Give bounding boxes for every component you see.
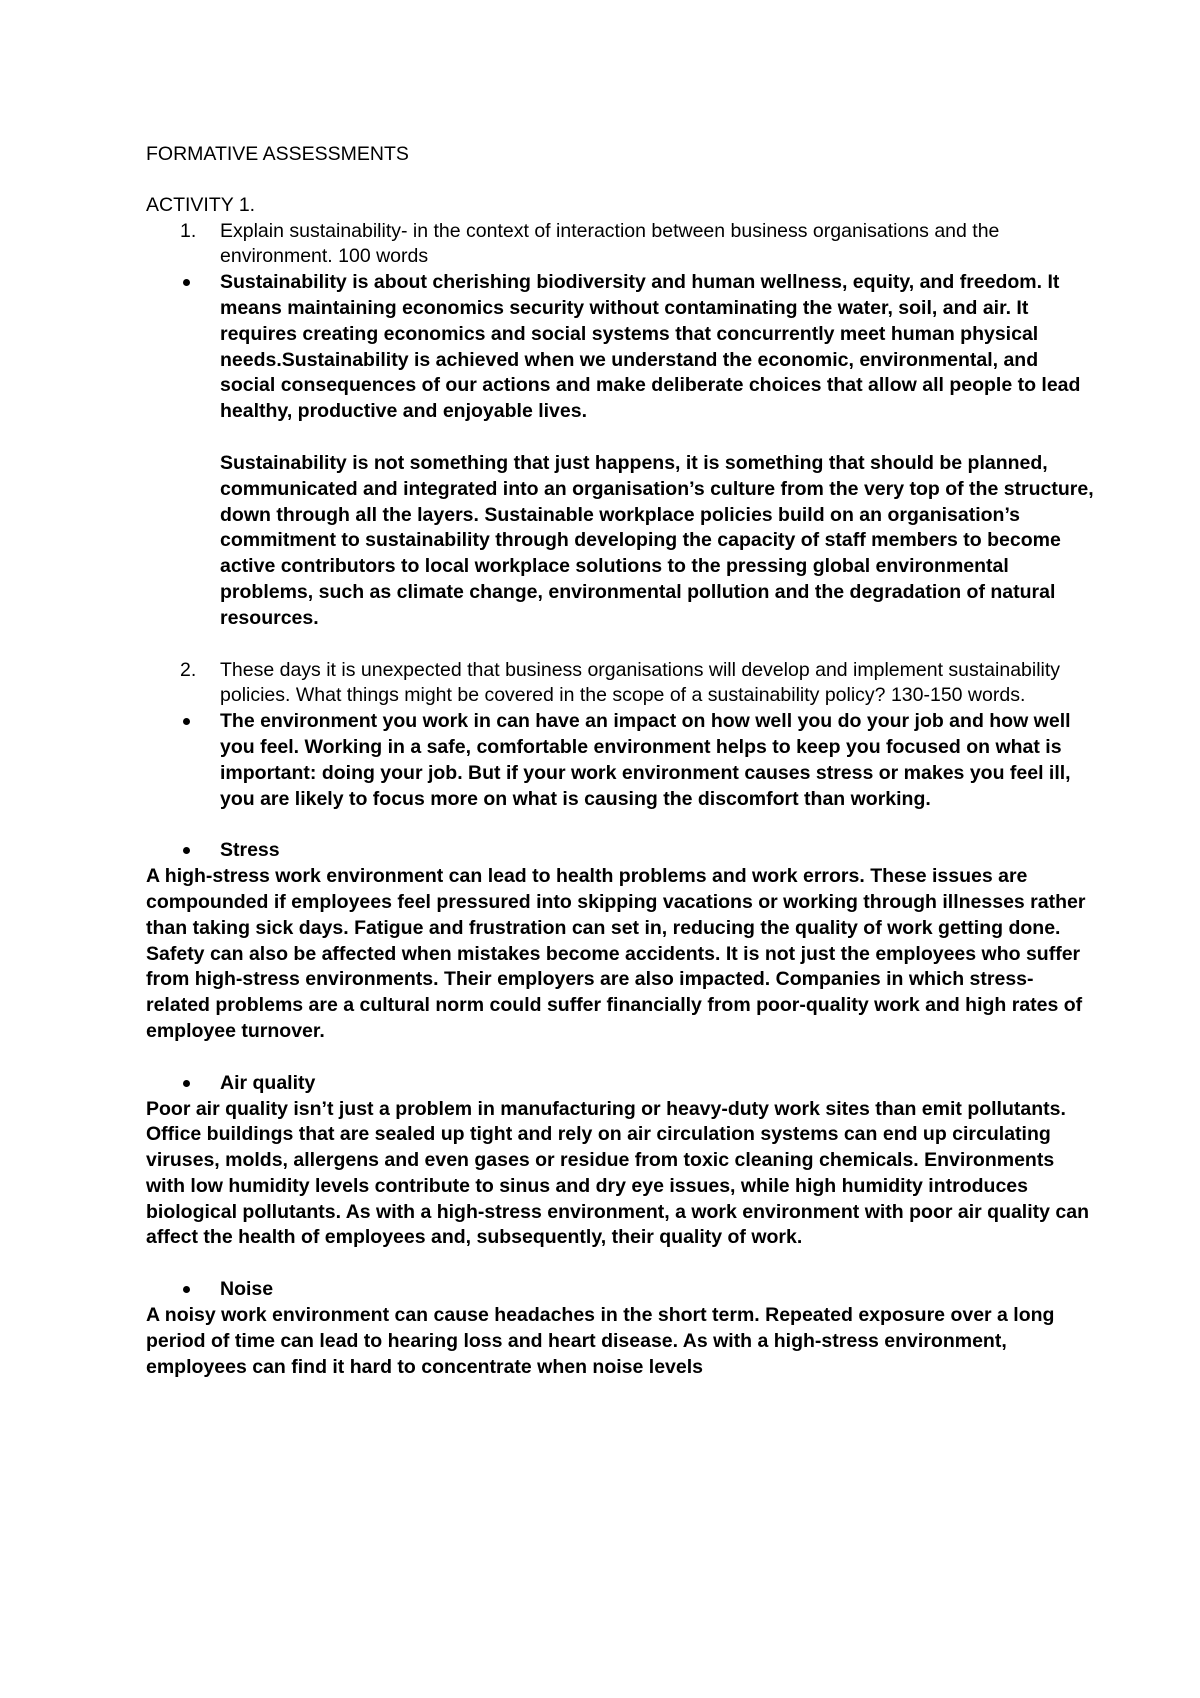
answer-paragraph: Sustainability is not something that just happens, it is something that should be planned, communicated and integrated into an organisation’s culture from the very top of the structure, down through all the layers. Sustainable workplace policies build on an organisation’s commitment to sustainability through developing the capacity of staff members to become active contributors to local workplace solutions to the pressing global environmental problems, such as climate change, environmental pollution and the degradation of natural resources. <box>220 451 1094 629</box>
document-body <box>146 142 1096 1380</box>
answer-2 <box>146 709 1096 812</box>
question-number: 1. <box>180 219 197 242</box>
topic-heading: Noise <box>220 1278 274 1301</box>
topic-heading-air-quality <box>146 1071 1096 1097</box>
activity-heading: ACTIVITY 1. <box>146 193 256 216</box>
bullet-icon <box>183 718 190 725</box>
topic-body-stress: A high-stress work environment can lead to health problems and work errors. These issues are compounded if employees feel pressured into skipping vacations or working through illnesses rather than taking sick days. Fatigue and frustration can set in, reducing the quality of work getting done. Safety can also be affected when mistakes become accidents. It is not just the employees who suffer from high-stress environments. Their employers are also impacted. Companies in which stress-related problems are a cultural norm could suffer financially from poor-quality work and high rates of employee turnover. <box>146 865 1086 1042</box>
question-1 <box>146 219 1096 271</box>
question-2 <box>146 658 1096 710</box>
document-title: FORMATIVE ASSESSMENTS <box>146 143 409 165</box>
topic-heading: Air quality <box>220 1071 316 1094</box>
topic-heading-stress <box>146 838 1096 864</box>
topic-body-noise: A noisy work environment can cause headaches in the short term. Repeated exposure over a long period of time can lead to hearing loss and heart disease. As with a high-stress environment, employees can find it hard to concentrate when noise levels <box>146 1304 1055 1378</box>
topic-heading: Stress <box>220 839 280 862</box>
topic-body-air-quality: Poor air quality isn’t just a problem in manufacturing or heavy-duty work sites than emit pollutants. Office buildings that are sealed up tight and rely on air circulation systems can end up circulating viruses, molds, allergens and even gases or residue from toxic cleaning chemicals. Environments with low humidity levels contribute to sinus and dry eye issues, while high humidity introduces biological pollutants. As with a high-stress environment, a work environment with poor air quality can affect the health of employees and, subsequently, their quality of work. <box>146 1097 1089 1249</box>
answer-1 <box>146 270 1096 631</box>
bullet-icon <box>183 279 190 286</box>
question-number: 2. <box>180 658 197 681</box>
topic-heading-noise <box>146 1277 1096 1303</box>
answer-paragraph: The environment you work in can have an impact on how well you do your job and how well you feel. Working in a safe, comfortable environment helps to keep you focused on what is important: doing your job. But if your work environment causes stress or makes you feel ill, you are likely to focus more on what is causing the discomfort than working. <box>220 710 1071 810</box>
bullet-icon <box>183 1286 190 1293</box>
question-text: These days it is unexpected that business organisations will develop and implement sustainability policies. What things might be covered in the scope of a sustainability policy? 130-150 words. <box>220 658 1061 707</box>
bullet-icon <box>183 847 190 854</box>
answer-paragraph: Sustainability is about cherishing biodiversity and human wellness, equity, and freedom. It means maintaining economics security without contaminating the water, soil, and air. It requires creating economics and social systems that concurrently meet human physical needs.Sustainability is achieved when we understand the economic, environmental, and social consequences of our actions and make deliberate choices that allow all people to lead healthy, productive and enjoyable lives. <box>220 271 1081 423</box>
bullet-icon <box>183 1080 190 1087</box>
question-text: Explain sustainability- in the context of interaction between business organisations and the environment. 100 words <box>220 219 1000 268</box>
